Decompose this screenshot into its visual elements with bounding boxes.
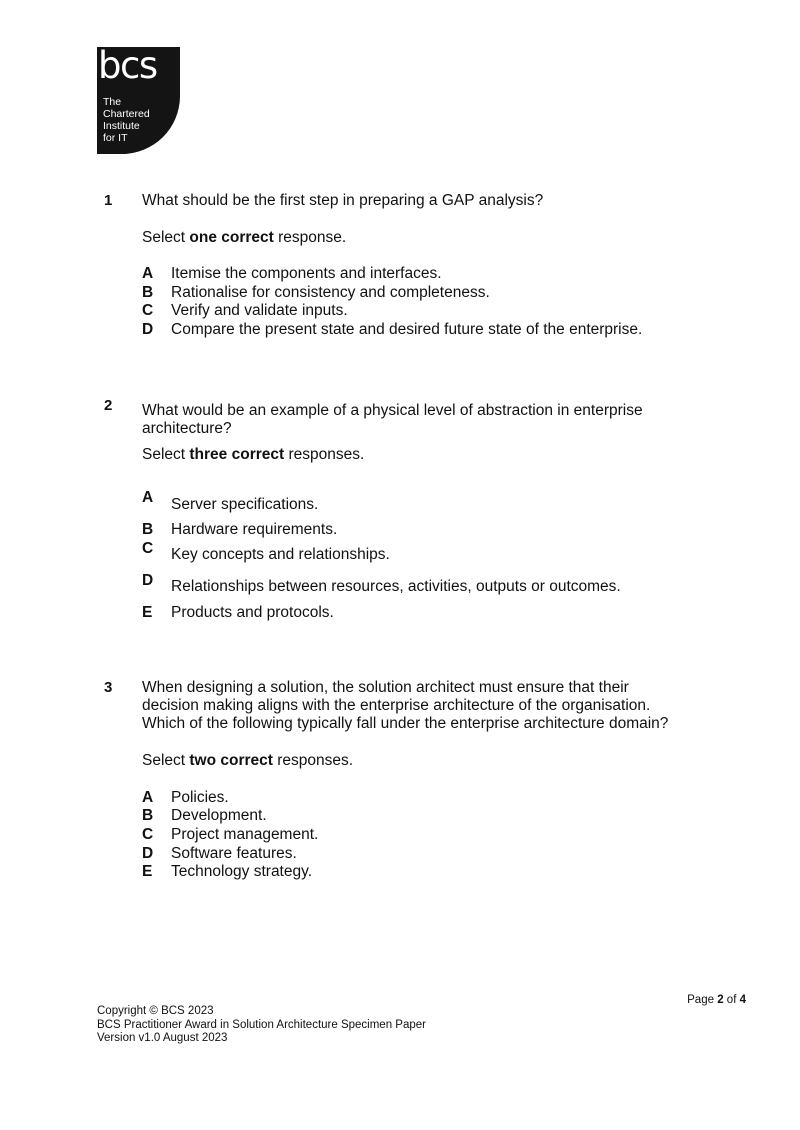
instruction-emphasis: one correct [189,229,274,246]
q1-option-c-text: Verify and validate inputs. [171,302,348,319]
logo-wordmark: bcs [98,47,157,87]
instruction-emphasis: three correct [189,446,285,463]
q1-option-d-letter: D [142,321,154,338]
q1-option-a-text: Itemise the components and interfaces. [171,265,442,282]
question-1-number: 1 [104,192,113,209]
footer-info [97,1005,426,1046]
q2-option-d-letter: D [142,572,154,589]
question-3-number: 3 [104,679,113,696]
q1-option-b-letter: B [142,284,154,301]
footer-copyright: Copyright © BCS 2023 [97,1005,214,1017]
q2-option-b-text: Hardware requirements. [171,521,338,538]
question-3-instruction [142,752,353,770]
q1-option-a-letter: A [142,265,154,282]
question-3-text-line: When designing a solution, the solution architect must ensure that their [142,679,629,696]
q1-option-b-text: Rationalise for consistency and completeness. [171,284,490,301]
bcs-logo [97,47,180,154]
question-3-text-line: Which of the following typically fall under the enterprise architecture domain? [142,715,669,732]
question-3-text [142,679,668,733]
page-prefix: Page [687,994,718,1006]
q1-option-d-text: Compare the present state and desired future state of the enterprise. [171,321,643,338]
footer-version: Version v1.0 August 2023 [97,1032,228,1044]
logo-tagline-2: Chartered [103,108,150,120]
q2-option-c-letter: C [142,540,154,557]
q2-option-e-letter: E [142,604,153,621]
q3-option-c-letter: C [142,826,154,843]
page-total: 4 [739,994,746,1006]
q2-option-b-letter: B [142,521,154,538]
q3-option-a-letter: A [142,789,154,806]
logo-tagline-1: The [103,96,122,108]
q3-option-c-text: Project management. [171,826,319,843]
footer-paper-title: BCS Practitioner Award in Solution Architecture Specimen Paper [97,1018,426,1031]
q2-option-d-text: Relationships between resources, activities, outputs or outcomes. [171,578,621,595]
q1-option-c-letter: C [142,302,154,319]
q3-option-a-text: Policies. [171,789,229,806]
instruction-suffix: responses. [272,752,354,769]
q3-option-e-letter: E [142,863,153,880]
logo-tagline-3: Institute [103,120,140,132]
instruction-suffix: response. [273,229,347,246]
question-2-text-line: architecture? [142,420,232,437]
question-1-instruction [142,229,346,247]
question-1-text [142,192,543,210]
question-2-text-line: What would be an example of a physical level of abstraction in enterprise [142,402,643,419]
logo-tagline-4: for IT [103,132,128,144]
page-sep: of [723,994,740,1006]
q3-option-d-text: Software features. [171,845,297,862]
q2-option-c-text: Key concepts and relationships. [171,546,390,563]
q3-option-b-text: Development. [171,807,267,824]
question-1-text-line: What should be the first step in preparing a GAP analysis? [142,192,544,209]
instruction-prefix: Select [142,446,190,463]
question-2-number: 2 [104,397,113,414]
instruction-prefix: Select [142,752,190,769]
q3-option-e-text: Technology strategy. [171,863,313,880]
q2-option-a-letter: A [142,489,154,506]
q3-option-b-letter: B [142,807,154,824]
page-current: 2 [717,994,724,1006]
instruction-prefix: Select [142,229,190,246]
q2-option-e-text: Products and protocols. [171,604,334,621]
instruction-emphasis: two correct [189,752,273,769]
q2-option-a-text: Server specifications. [171,496,319,513]
q3-option-d-letter: D [142,845,154,862]
page-number [687,994,746,1008]
question-2-instruction [142,446,364,464]
question-2-text [142,402,643,438]
instruction-suffix: responses. [284,446,365,463]
question-3-text-line: decision making aligns with the enterprise architecture of the organisation. [142,697,651,714]
